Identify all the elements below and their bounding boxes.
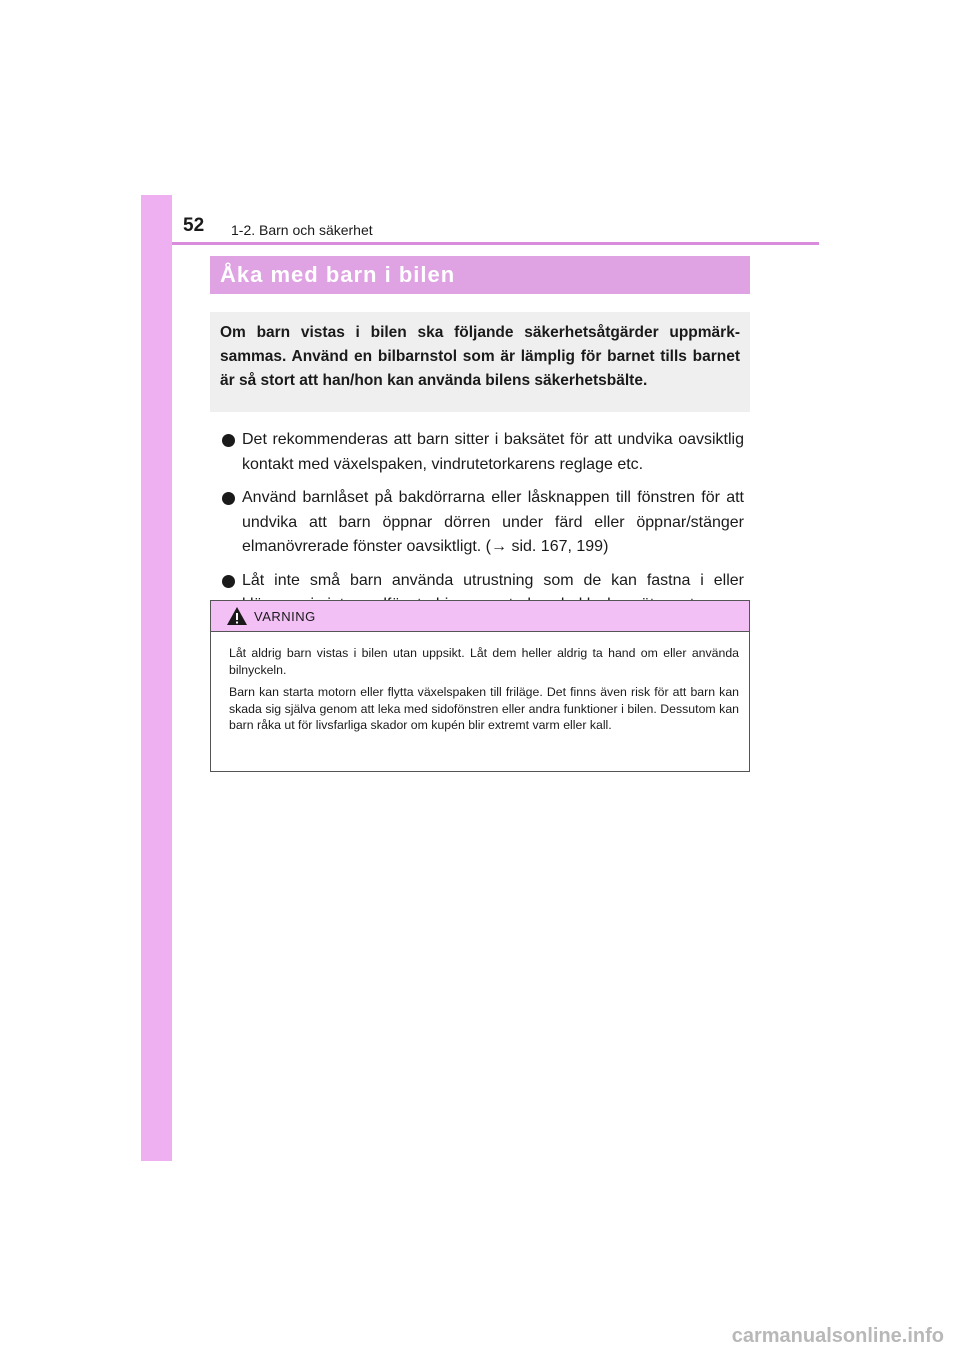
warning-paragraph: Barn kan starta motorn eller flytta växelspaken till friläge. Det finns även risk för att barn kan skada sig själva genom att leka med sidofönstren eller andra funktioner i bilen. Dessutom kan barn råka ut för livsfarliga skador om kupén blir extremt varm eller kall. xyxy=(229,685,739,732)
list-item xyxy=(222,486,744,560)
warning-box xyxy=(210,600,750,772)
warning-label: VARNING xyxy=(254,609,316,624)
bullet-list xyxy=(222,428,744,627)
title-bar xyxy=(210,256,750,294)
bullet-dot-icon xyxy=(222,434,235,447)
page-title: Åka med barn i bilen xyxy=(220,262,456,287)
summary-text: Om barn vistas i bilen ska följande säkerhetsåtgärder uppmärksammas. Använd en bilbarnstol som är lämplig för barnet tills barnet är så stort att han/hon kan använda bilens säkerhetsbälte. xyxy=(220,324,740,389)
warning-body xyxy=(211,632,749,734)
bullet-text: Låt inte små barn använda utrustning som de kan fastna i eller xyxy=(242,571,744,589)
warning-triangle-icon xyxy=(226,606,248,626)
bullet-text: Det rekommenderas att barn sitter i baksätet för att undvika oavsiktlig kontakt med växelspaken, vindrutetorkarens reglage etc. xyxy=(242,431,744,473)
list-item xyxy=(222,428,744,477)
header-rule xyxy=(172,242,819,245)
watermark: carmanualsonline.info xyxy=(731,1325,944,1347)
bullet-dot-icon xyxy=(222,492,235,505)
bullet-dot-icon xyxy=(222,575,235,588)
page-number: 52 xyxy=(183,215,205,236)
side-color-strip xyxy=(141,195,172,1161)
bullet-text: Använd barnlåset på bakdörrarna eller låsknappen till fönstren för att undvika att barn öppnar dörren under färd eller öppnar/stänger elmanövrerade fönster oavsiktligt. (→ sid. 167, 199) xyxy=(242,489,744,555)
warning-header xyxy=(211,601,749,632)
summary-box xyxy=(210,312,750,412)
warning-paragraph: Låt aldrig barn vistas i bilen utan uppsikt. Låt dem heller aldrig ta hand om eller använda bilnyckeln. xyxy=(229,646,739,677)
section-label: 1-2. Barn och säkerhet xyxy=(231,222,373,238)
